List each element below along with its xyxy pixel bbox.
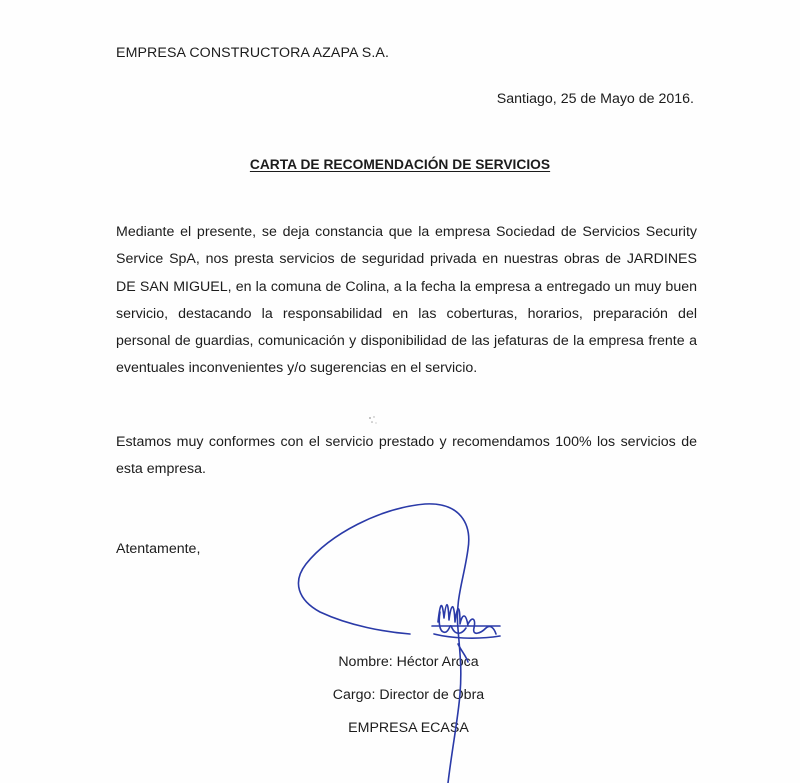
company-header: EMPRESA CONSTRUCTORA AZAPA S.A. [116, 45, 389, 61]
signatory-company: EMPRESA ECASA [348, 720, 469, 736]
handwritten-signature-icon [290, 494, 510, 783]
scan-speck-icon [366, 414, 380, 428]
closing-salutation: Atentamente, [116, 541, 201, 557]
body-paragraph: Estamos muy conformes con el servicio prestado y recomendamos 100% los servicios de esta empresa. [116, 434, 697, 478]
letter-subject: CARTA DE RECOMENDACIÓN DE SERVICIOS [249, 157, 551, 172]
date-line: Santiago, 25 de Mayo de 2016. [496, 91, 694, 107]
signatory-name: Nombre: Héctor Aroca [338, 654, 479, 670]
signatory-role: Cargo: Director de Obra [332, 687, 485, 703]
body-paragraph: Mediante el presente, se deja constancia que la empresa Sociedad de Servicios Security Service SpA, nos presta servicios de seguridad privada en nuestras obras de JARDINES DE SAN MIGUEL, en la comuna de Colina, a la fecha la empresa a entregado un muy buen servicio, destacando la responsabilidad en las coberturas, horarios, preparación del personal de guardias, comunicación y disponibilidad de las jefaturas de la empresa frente a eventuales inconvenientes y/o sugerencias en el servicio. [116, 224, 697, 377]
